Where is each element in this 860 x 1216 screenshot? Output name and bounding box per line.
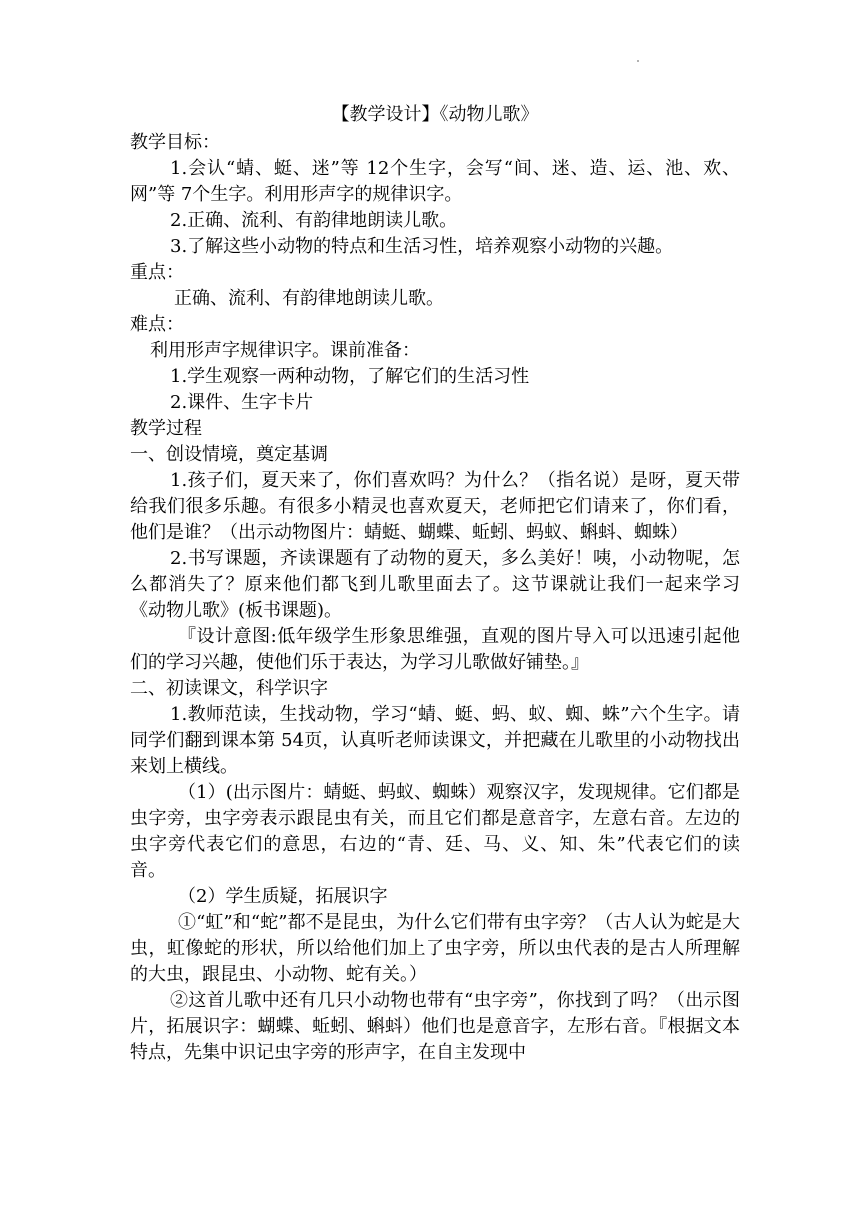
- document-title: 【教学设计】《动物儿歌》: [331, 104, 539, 125]
- page-mark: [637, 60, 639, 62]
- process-step-1-paragraph-1: 1.孩子们，夏天来了，你们喜欢吗？为什么？（指名说）是呀，夏天带给我们很多乐趣。有很多小精灵也喜欢夏天，老师把它们请来了，你们看，他们是谁？（出示动物图片：蜻蜓、蝴蝶、蚯蚓、蚂蚁、蝌蚪、蜘蛛）: [130, 470, 740, 543]
- design-intent-note: 『设计意图:低年级学生形象思维强，直观的图片导入可以迅速引起他们的学习兴趣，使他们乐于表达，为学习儿歌做好铺垫。』: [130, 626, 740, 673]
- process-step-2-heading: 二、初读课文，科学识字: [130, 678, 328, 699]
- objective-item-3: 3.了解这些小动物的特点和生活习性，培养观察小动物的兴趣。: [170, 236, 674, 257]
- key-point-text: 正确、流利、有韵律地朗读儿歌。: [174, 288, 444, 309]
- process-step-1-heading: 一、创设情境，奠定基调: [130, 444, 328, 465]
- section-heading-difficulties: 难点：: [130, 314, 184, 335]
- section-heading-process: 教学过程: [130, 418, 202, 439]
- process-step-1-paragraph-2: 2.书写课题，齐读课题有了动物的夏天，多么美好！咦，小动物呢，怎么都消失了？原来他们都飞到儿歌里面去了。这节课就让我们一起来学习《动物儿歌》(板书课题)。: [130, 548, 740, 621]
- process-step-2-question-2: ②这首儿歌中还有几只小动物也带有“虫字旁”，你找到了吗？（出示图片，拓展识字：蝴蝶、蚯蚓、蝌蚪）他们也是意音字，左形右音。『根据文本特点，先集中识记虫字旁的形声字，在自主发现中: [130, 990, 740, 1063]
- process-step-2-subitem-1: （1）(出示图片：蜻蜓、蚂蚁、蜘蛛）观察汉字，发现规律。它们都是虫字旁，虫字旁表示跟昆虫有关，而且它们都是意音字，左意右音。左边的虫字旁代表它们的意思，右边的“青、廷、马、义、知、朱”代表它们的读音。: [130, 782, 740, 881]
- section-heading-objectives: 教学目标：: [130, 132, 220, 153]
- difficulty-text: 利用形声字规律识字。课前准备：: [150, 340, 420, 361]
- objective-item-2: 2.正确、流利、有韵律地朗读儿歌。: [170, 210, 458, 231]
- preparation-item-1: 1.学生观察一两种动物，了解它们的生活习性: [170, 366, 530, 387]
- preparation-item-2: 2.课件、生字卡片: [170, 392, 314, 413]
- objective-item-1: 1.会认“蜻、蜓、迷”等 12个生字，会写“间、迷、造、运、池、欢、网”等 7个生字。利用形声字的规律识字。: [130, 158, 740, 205]
- process-step-2-subitem-2: （2）学生质疑，拓展识字: [178, 886, 388, 907]
- document-body: [130, 102, 740, 1066]
- section-heading-key-points: 重点：: [130, 262, 184, 283]
- process-step-2-question-1: ①“虹”和“蛇”都不是昆虫，为什么它们带有虫字旁？（古人认为蛇是大虫，虹像蛇的形状，所以给他们加上了虫字旁，所以虫代表的是古人所理解的大虫，跟昆虫、小动物、蛇有关。）: [130, 912, 740, 985]
- process-step-2-paragraph-1: 1.教师范读，生找动物，学习“蜻、蜓、蚂、蚁、蜘、蛛”六个生字。请同学们翻到课本第 54页，认真听老师读课文，并把藏在儿歌里的小动物找出来划上横线。: [130, 704, 740, 777]
